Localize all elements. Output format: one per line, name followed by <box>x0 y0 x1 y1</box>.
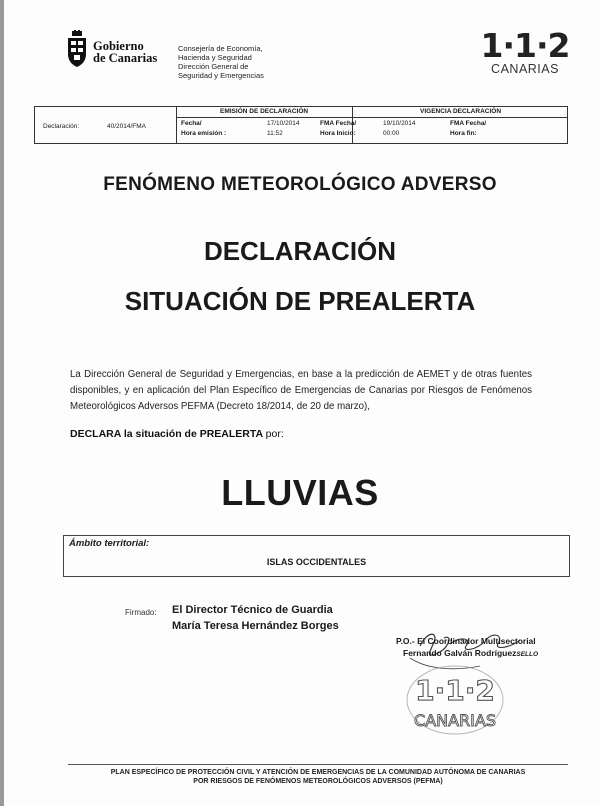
fma-fecha-value: 19/10/2014 <box>383 120 416 127</box>
firmado-name: María Teresa Hernández Borges <box>172 620 339 632</box>
declaracion-label: Declaración: <box>43 123 80 130</box>
po-coordinador: P.O.- El Coordinador Multisectorial <box>396 636 536 646</box>
svg-text:1·1·2: 1·1·2 <box>415 674 495 707</box>
ambito-label: Ámbito territorial: <box>69 538 150 549</box>
phenomenon-title: LLUVIAS <box>221 472 379 513</box>
page-edge <box>0 0 4 806</box>
fma-fecha-label: FMA Fecha/ <box>320 120 357 127</box>
emision-header: EMISIÓN DE DECLARACIÓN <box>220 108 309 115</box>
ambito-value: ISLAS OCCIDENTALES <box>266 557 367 567</box>
ambito-box <box>63 535 570 577</box>
fecha-value: 17/10/2014 <box>267 120 300 127</box>
hora-inicio-value: 00:00 <box>383 130 400 137</box>
hora-emision-label: Hora emisión : <box>181 130 227 137</box>
gobierno-name: Gobierno de Canarias <box>93 39 158 65</box>
fecha-label: Fecha/ <box>181 120 202 127</box>
fma-fecha-fin-label: FMA Fecha/ <box>450 120 487 127</box>
title-situacion: SITUACIÓN DE PREALERTA <box>124 286 476 316</box>
po-name: Fernando Galván RodríguezSELLO <box>403 648 539 658</box>
vigencia-header: VIGENCIA DECLARACIÓN <box>420 108 502 115</box>
hora-emision-value: 11:52 <box>267 130 283 137</box>
gobierno-canarias-crest-icon <box>64 30 90 68</box>
footer-plan: PLAN ESPECÍFICO DE PROTECCIÓN CIVIL Y ATENCIÓN DE EMERGENCIAS DE LA COMUNIDAD AUTÓNOMA DE CANARIAS POR RIESGOS DE FENÓMENOS METEOROLÓGICOS ADVERSOS (PEFMA) <box>110 769 526 785</box>
canarias-112-stamp-icon <box>400 660 510 745</box>
title-fenomeno: FENÓMENO METEOROLÓGICO ADVERSO <box>103 174 497 195</box>
declara-line: DECLARA la situación de PREALERTA por: <box>70 428 284 440</box>
canarias-112-logo: 1·1·2 CANARIAS <box>480 26 570 76</box>
hora-inicio-label: Hora Inicio: <box>320 130 356 137</box>
declaration-info-table <box>34 106 568 144</box>
firmado-label: Firmado: <box>125 608 157 617</box>
hora-fin-label: Hora fin: <box>450 130 477 137</box>
declaracion-value: 40/2014/FMA <box>107 123 147 130</box>
declaration-paragraph: La Dirección General de Seguridad y Emergencias, en base a la predicción de AEMET y de otras fuentes disponibles, y en aplicación del Plan Específico de Emergencias de Canarias por Riesgos de Fenómenos Meteorológicos Adversos PEFMA (Decreto 18/2014, de 20 de marzo), <box>70 369 532 412</box>
footer-divider <box>68 764 568 765</box>
consejeria-block: Consejería de Economía, Hacienda y Seguridad Dirección General de Seguridad y Emergencias <box>178 44 264 80</box>
firmado-title: El Director Técnico de Guardia <box>172 604 333 616</box>
svg-text:CANARIAS: CANARIAS <box>414 711 496 730</box>
title-declaracion: DECLARACIÓN <box>203 236 397 266</box>
